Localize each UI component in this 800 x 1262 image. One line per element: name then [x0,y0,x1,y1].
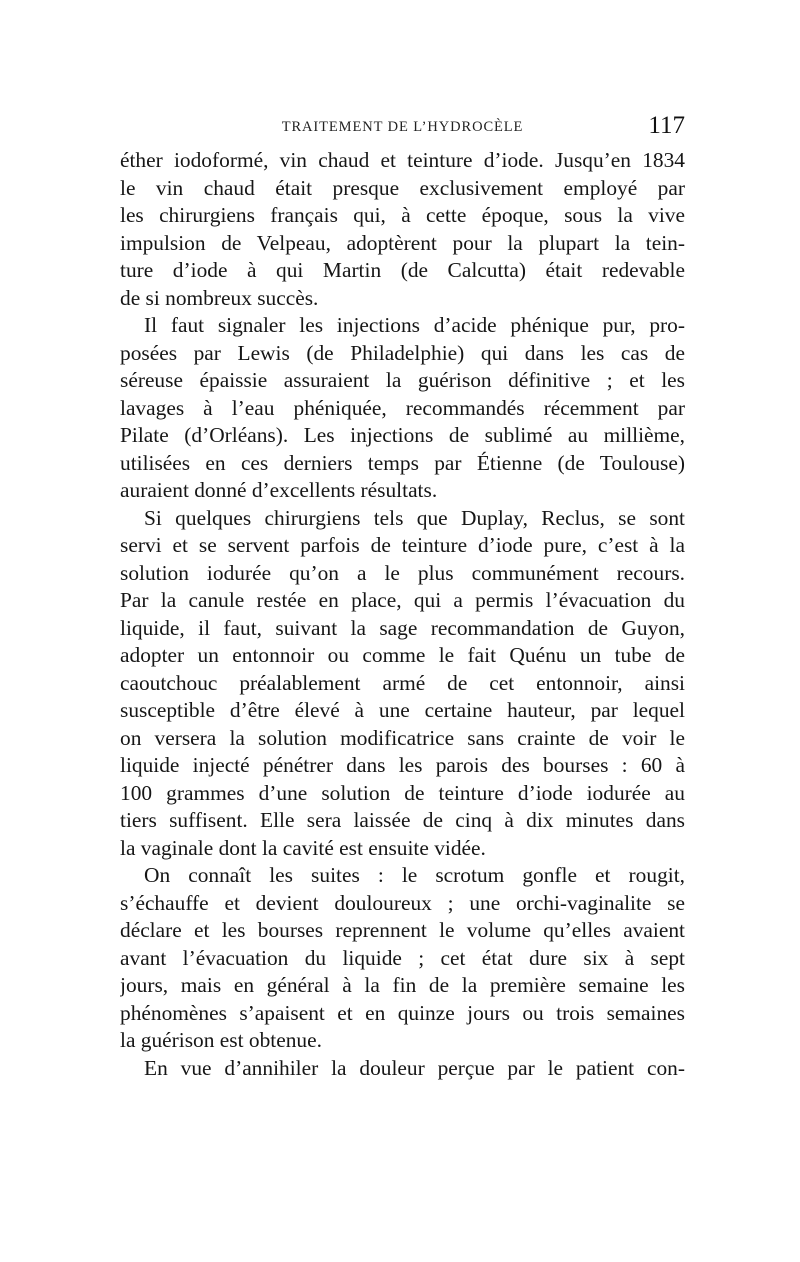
text-line: posées par Lewis (de Philadelphie) qui dans les cas de [120,340,685,365]
text-line: déclare et les bourses reprennent le volume qu’elles avaient [120,918,685,942]
text-line: jours, mais en général à la fin de la première semaine les [120,973,685,997]
text-line: la vaginale dont la cavité est ensuite vidée. [120,835,486,860]
text-line: servi et se servent parfois de teinture d’iode pure, c’est à la [120,533,685,557]
text-line: on versera la solution modificatrice sans crainte de voir le [120,725,685,750]
text-line: adopter un entonnoir ou comme le fait Quénu un tube de [120,643,685,667]
text-line: impulsion de Velpeau, adoptèrent pour la plupart la tein- [120,230,685,255]
text-line: tiers suffisent. Elle sera laissée de cinq à dix minutes dans [120,808,685,832]
text-line: le vin chaud était presque exclusivement employé par [120,175,685,200]
running-title: TRAITEMENT DE L’HYDROCÈLE [281,119,524,135]
text-line: auraient donné d’excellents résultats. [120,478,438,502]
text-line: éther iodoformé, vin chaud et teinture d’iode. Jusqu’en 1834 [120,148,685,172]
text-line: caoutchouc préalablement armé de cet entonnoir, ainsi [120,670,685,695]
text-line: phénomènes s’apaisent et en quinze jours ou trois semaines [120,1000,685,1025]
text-line: 100 grammes d’une solution de teinture d’iode iodurée au [120,780,685,805]
paragraph-start-line: On connaît les suites : le scrotum gonfle et rougit, [144,863,685,887]
body-text [120,147,685,1082]
paragraph-start-line: Si quelques chirurgiens tels que Duplay, Reclus, se sont [144,505,685,530]
text-line: la guérison est obtenue. [120,1028,322,1052]
text-line: Par la canule restée en place, qui a permis l’évacuation du [120,588,685,612]
text-line: solution iodurée qu’on a le plus communément recours. [120,560,685,585]
text-line: lavages à l’eau phéniquée, recommandés récemment par [120,395,685,420]
text-line: avant l’évacuation du liquide ; cet état dure six à sept [120,945,685,970]
text-line: liquide, il faut, suivant la sage recommandation de Guyon, [120,615,685,640]
paragraph-start-line: Il faut signaler les injections d’acide phénique pur, pro- [144,313,685,337]
paragraph-start-line: En vue d’annihiler la douleur perçue par le patient con- [144,1055,685,1080]
text-line: s’échauffe et devient douloureux ; une orchi-vaginalite se [120,890,685,915]
text-line: séreuse épaissie assuraient la guérison définitive ; et les [120,368,685,392]
page-number: 117 [648,112,685,139]
text-line: les chirurgiens français qui, à cette époque, sous la vive [120,203,685,227]
text-line: liquide injecté pénétrer dans les parois des bourses : 60 à [120,753,685,777]
text-line: susceptible d’être élevé à une certaine hauteur, par lequel [120,698,685,722]
text-line: utilisées en ces derniers temps par Étienne (de Toulouse) [120,450,685,475]
text-line: de si nombreux succès. [120,285,319,310]
running-head [120,112,685,144]
text-line: Pilate (d’Orléans). Les injections de sublimé au millième, [120,423,685,447]
text-line: ture d’iode à qui Martin (de Calcutta) était redevable [120,258,685,282]
